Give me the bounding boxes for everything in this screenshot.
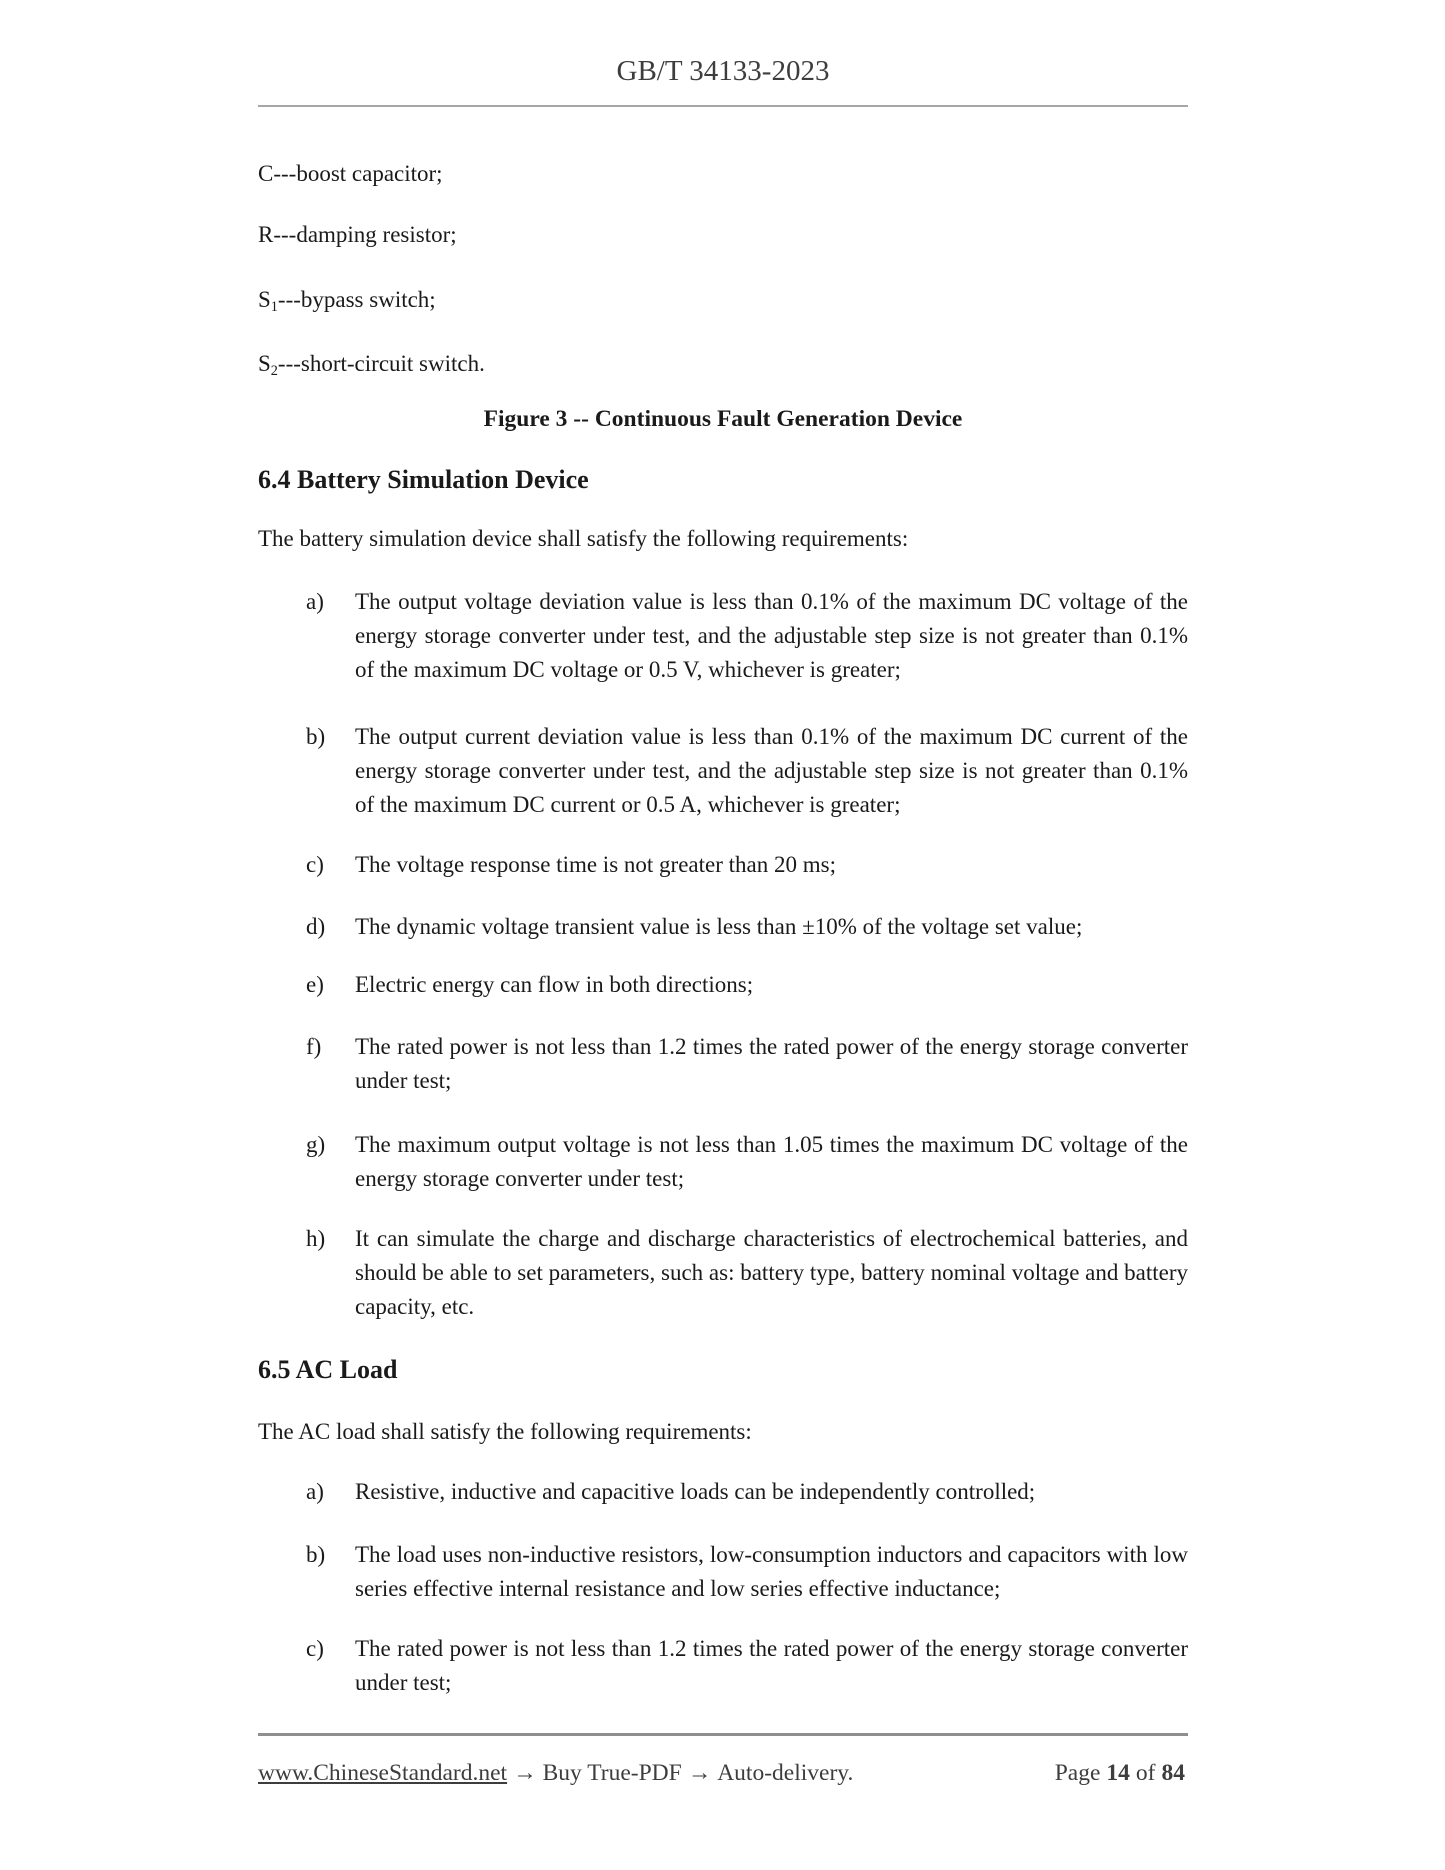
definition-text: ---boost capacitor;	[273, 161, 443, 186]
definition-symbol: R	[258, 222, 274, 247]
list-item-text: Resistive, inductive and capacitive loads can be independently controlled;	[355, 1479, 1036, 1504]
footer-left	[258, 1756, 853, 1790]
definition-symbol: S	[258, 287, 271, 312]
definition-line	[258, 218, 1188, 252]
definition-text: ---damping resistor;	[273, 222, 457, 247]
section-intro-6-5: The AC load shall satisfy the following requirements:	[258, 1419, 752, 1444]
list-item-marker: b)	[306, 724, 326, 749]
list-item-marker: c)	[306, 852, 324, 877]
footer-delivery-text: Auto-delivery.	[717, 1760, 854, 1786]
list-item	[258, 1128, 1188, 1196]
definition-text: ---bypass switch;	[277, 287, 436, 312]
page-header	[258, 52, 1188, 90]
list-item	[258, 1475, 1188, 1509]
definition-text: ---short-circuit switch.	[277, 351, 485, 376]
arrow-right-icon: →	[687, 1760, 712, 1786]
definition-symbol: S	[258, 351, 271, 376]
footer-buy-text: Buy True-PDF	[542, 1760, 682, 1786]
list-item-marker: a)	[306, 1479, 324, 1504]
section-heading-6-5: 6.5 AC Load	[258, 1355, 398, 1384]
list-item-text: The load uses non-inductive resistors, low-consumption inductors and capacitors with low series effective internal resistance and low series effective inductance;	[355, 1542, 1188, 1601]
page-indicator	[1052, 1756, 1188, 1790]
definition-subscript: 2	[270, 362, 278, 379]
page-label: Page	[1054, 1760, 1101, 1786]
footer-rule	[258, 1733, 1188, 1736]
page-number-total: 84	[1161, 1760, 1185, 1786]
list-item-text: The maximum output voltage is not less than 1.05 times the maximum DC voltage of the energy storage converter under test;	[355, 1132, 1188, 1191]
figure-caption: Figure 3 -- Continuous Fault Generation Device	[483, 406, 963, 432]
list-item-marker: d)	[306, 914, 326, 939]
page-footer	[258, 1756, 1188, 1790]
list-item-text: The dynamic voltage transient value is less than ±10% of the voltage set value;	[355, 914, 1083, 939]
page-of-label: of	[1135, 1760, 1156, 1786]
list-item-text: It can simulate the charge and discharge characteristics of electrochemical batteries, and should be able to set parameters, such as: battery type, battery nominal voltage and battery capacity, etc.	[355, 1226, 1188, 1319]
arrow-right-icon: →	[513, 1760, 537, 1786]
list-item	[258, 720, 1188, 822]
definition-subscript: 1	[270, 298, 278, 315]
list-item-text: The rated power is not less than 1.2 times the rated power of the energy storage converter under test;	[355, 1034, 1188, 1093]
definition-symbol: C	[258, 161, 274, 186]
definition-line	[258, 283, 1188, 317]
list-item	[258, 910, 1188, 944]
list-item-marker: g)	[306, 1132, 326, 1157]
website-link[interactable]: www.ChineseStandard.net	[258, 1760, 508, 1786]
section-intro-6-4: The battery simulation device shall satisfy the following requirements:	[258, 526, 909, 551]
list-item	[258, 1632, 1188, 1700]
definition-line	[258, 157, 1188, 191]
list-item-text: The voltage response time is not greater than 20 ms;	[355, 852, 836, 877]
list-item-text: The output current deviation value is less than 0.1% of the maximum DC current of the energy storage converter under test, and the adjustable step size is not greater than 0.1% of the maximum DC current or 0.5 A, whichever is greater;	[355, 724, 1188, 817]
list-item-marker: a)	[306, 589, 324, 614]
definition-line	[258, 347, 1188, 381]
list-item-marker: e)	[306, 972, 324, 997]
page-number-current: 14	[1106, 1760, 1130, 1786]
list-item-marker: c)	[306, 1636, 324, 1661]
list-item-text: Electric energy can flow in both directions;	[355, 972, 754, 997]
list-item	[258, 968, 1188, 1002]
document-number: GB/T 34133-2023	[616, 55, 830, 87]
list-item-text: The rated power is not less than 1.2 times the rated power of the energy storage converter under test;	[355, 1636, 1188, 1695]
list-item	[258, 1222, 1188, 1324]
list-item	[258, 585, 1188, 687]
list-item-marker: f)	[306, 1034, 322, 1059]
list-item	[258, 1538, 1188, 1606]
list-item-marker: h)	[306, 1226, 326, 1251]
section-heading-6-4: 6.4 Battery Simulation Device	[258, 465, 589, 494]
list-item-marker: b)	[306, 1542, 326, 1567]
list-item	[258, 1030, 1188, 1098]
header-rule	[258, 105, 1188, 107]
list-item	[258, 848, 1188, 882]
list-item-text: The output voltage deviation value is less than 0.1% of the maximum DC voltage of the energy storage converter under test, and the adjustable step size is not greater than 0.1% of the maximum DC voltage or 0.5 V, whichever is greater;	[355, 589, 1188, 682]
